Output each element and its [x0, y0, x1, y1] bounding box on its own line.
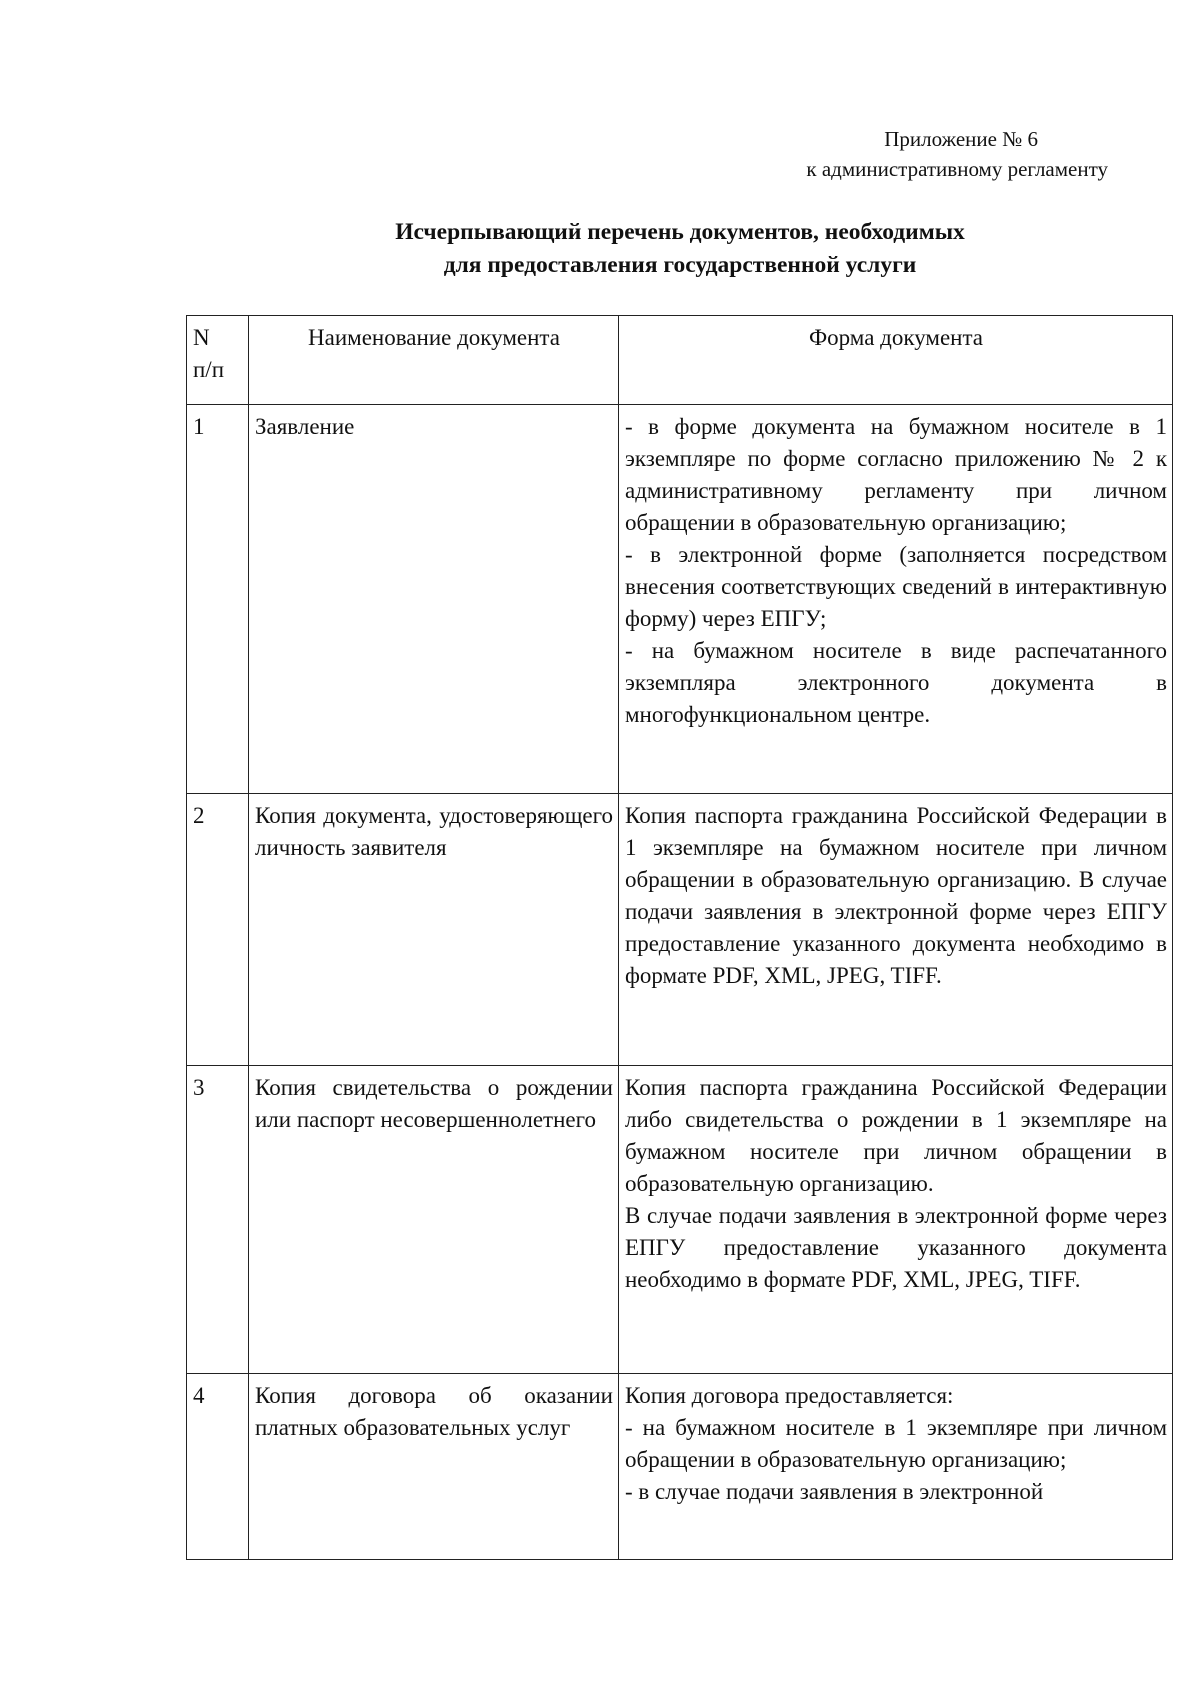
row-number: 1 — [187, 405, 249, 794]
row-document-form — [619, 794, 1173, 1066]
header-number-line-1: N — [193, 325, 210, 350]
header-number-line-2: п/п — [193, 357, 225, 382]
header-number — [187, 316, 249, 405]
table-row — [187, 794, 1173, 1066]
form-paragraph: - в случае подачи заявления в электронной — [625, 1479, 1044, 1504]
row-document-form — [619, 1066, 1173, 1374]
documents-table — [186, 315, 1173, 1560]
header-document-name: Наименование документа — [249, 316, 619, 405]
table-row — [187, 1374, 1173, 1560]
document-title — [300, 216, 1060, 282]
table-header-row — [187, 316, 1173, 405]
table-row — [187, 405, 1173, 794]
row-document-form — [619, 405, 1173, 794]
row-document-name: Копия документа, удостоверяющего личность заявителя — [249, 794, 619, 1066]
form-paragraph: Копия паспорта гражданина Российской Федерации в 1 экземпляре на бумажном носителе при личном обращении в образовательную организацию. В случае подачи заявления в электронной форме через ЕПГУ предоставление указанного документа необходимо в формате PDF, XML, JPEG, TIFF. — [625, 803, 1167, 988]
appendix-number: Приложение № 6 — [884, 127, 1038, 151]
appendix-reference — [806, 124, 1108, 184]
appendix-subtitle: к административному регламенту — [806, 157, 1108, 181]
form-paragraph: В случае подачи заявления в электронной форме через ЕПГУ предоставление указанного документа необходимо в формате PDF, XML, JPEG, TIFF. — [625, 1203, 1167, 1292]
form-paragraph: - в электронной форме (заполняется посредством внесения соответствующих сведений в интерактивную форму) через ЕПГУ; — [625, 542, 1167, 631]
row-document-form — [619, 1374, 1173, 1560]
form-paragraph: Копия паспорта гражданина Российской Федерации либо свидетельства о рождении в 1 экземпляре на бумажном носителе при личном обращении в образовательную организацию. — [625, 1075, 1167, 1196]
row-document-name: Копия свидетельства о рождении или паспорт несовершеннолетнего — [249, 1066, 619, 1374]
form-paragraph: - на бумажном носителе в 1 экземпляре при личном обращении в образовательную организацию; — [625, 1415, 1167, 1472]
form-paragraph: Копия договора предоставляется: — [625, 1383, 954, 1408]
document-title-line-2: для предоставления государственной услуги — [443, 252, 917, 278]
row-number: 2 — [187, 794, 249, 1066]
document-title-line-1: Исчерпывающий перечень документов, необходимых — [395, 219, 965, 245]
form-paragraph: - в форме документа на бумажном носителе в 1 экземпляре по форме согласно приложению № 2 к административному регламенту при личном обращении в образовательную организацию; — [625, 414, 1167, 535]
row-document-name: Копия договора об оказании платных образовательных услуг — [249, 1374, 619, 1560]
row-number: 4 — [187, 1374, 249, 1560]
row-number: 3 — [187, 1066, 249, 1374]
header-document-form: Форма документа — [619, 316, 1173, 405]
form-paragraph: - на бумажном носителе в виде распечатанного экземпляра электронного документа в многофункциональном центре. — [625, 638, 1167, 727]
row-document-name: Заявление — [249, 405, 619, 794]
table-row — [187, 1066, 1173, 1374]
